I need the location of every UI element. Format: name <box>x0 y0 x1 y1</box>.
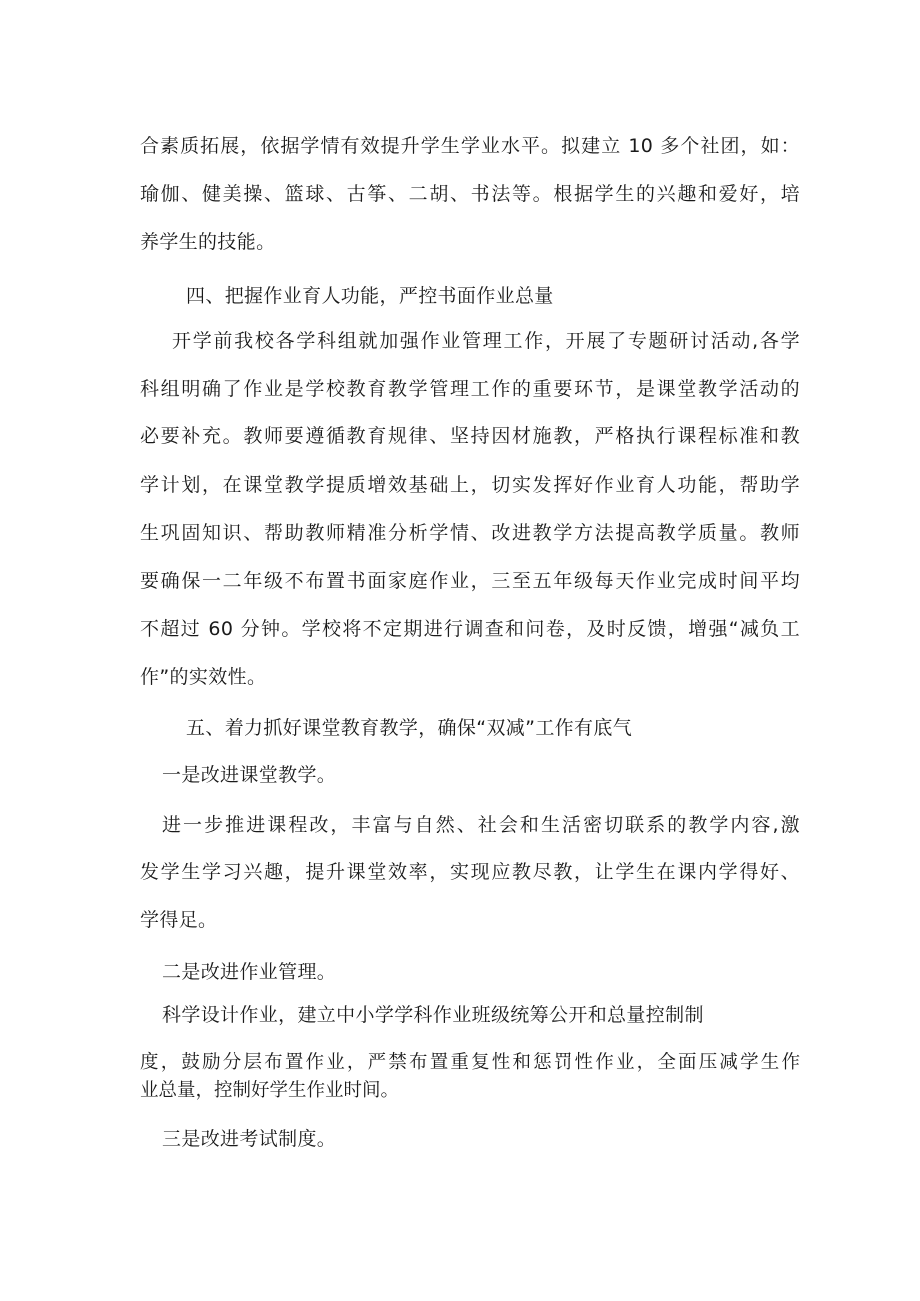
section-heading-4: 四、把握作业育人功能，严控书面作业总量 <box>186 285 554 307</box>
paragraph-line: 业总量，控制好学生作业时间。 <box>140 1080 400 1101</box>
subheading: 一是改进课堂教学。 <box>162 764 337 786</box>
paragraph-line: 作”的实效性。 <box>140 666 267 688</box>
paragraph-line: 养学生的技能。 <box>140 231 276 253</box>
section-heading-5: 五、着力抓好课堂教育教学，确保“双减”工作有底气 <box>186 717 633 739</box>
paragraph-line: 合素质拓展，依据学情有效提升学生学业水平。拟建立 10 多个社团，如： <box>140 135 800 157</box>
paragraph-line: 学得足。 <box>140 909 218 931</box>
paragraph-line: 度，鼓励分层布置作业，严禁布置重复性和惩罚性作业，全面压减学生作 <box>140 1052 800 1073</box>
paragraph-line: 开学前我校各学科组就加强作业管理工作，开展了专题研讨活动,各学 <box>172 330 800 352</box>
paragraph-line: 进一步推进课程改，丰富与自然、社会和生活密切联系的教学内容,激 <box>162 814 800 836</box>
paragraph-line: 必要补充。教师要遵循教育规律、坚持因材施教，严格执行课程标准和教 <box>140 425 800 447</box>
paragraph-line: 学计划，在课堂教学提质增效基础上，切实发挥好作业育人功能，帮助学 <box>140 474 800 496</box>
subheading: 三是改进考试制度。 <box>162 1128 337 1150</box>
paragraph-line: 发学生学习兴趣，提升课堂效率，实现应教尽教，让学生在课内学得好、 <box>140 861 800 883</box>
subheading: 二是改进作业管理。 <box>162 961 337 983</box>
paragraph-line: 瑜伽、健美操、篮球、古筝、二胡、书法等。根据学生的兴趣和爱好，培 <box>140 183 800 205</box>
paragraph-line: 科组明确了作业是学校教育教学管理工作的重要环节，是课堂教学活动的 <box>140 378 800 400</box>
paragraph-line: 要确保一二年级不布置书面家庭作业，三至五年级每天作业完成时间平均 <box>140 570 800 592</box>
paragraph-line: 不超过 60 分钟。学校将不定期进行调查和问卷，及时反馈，增强“减负工 <box>140 618 800 640</box>
paragraph-line: 科学设计作业，建立中小学学科作业班级统筹公开和总量控制制 <box>162 1004 704 1026</box>
paragraph-line: 生巩固知识、帮助教师精准分析学情、改进教学方法提高教学质量。教师 <box>140 522 800 544</box>
